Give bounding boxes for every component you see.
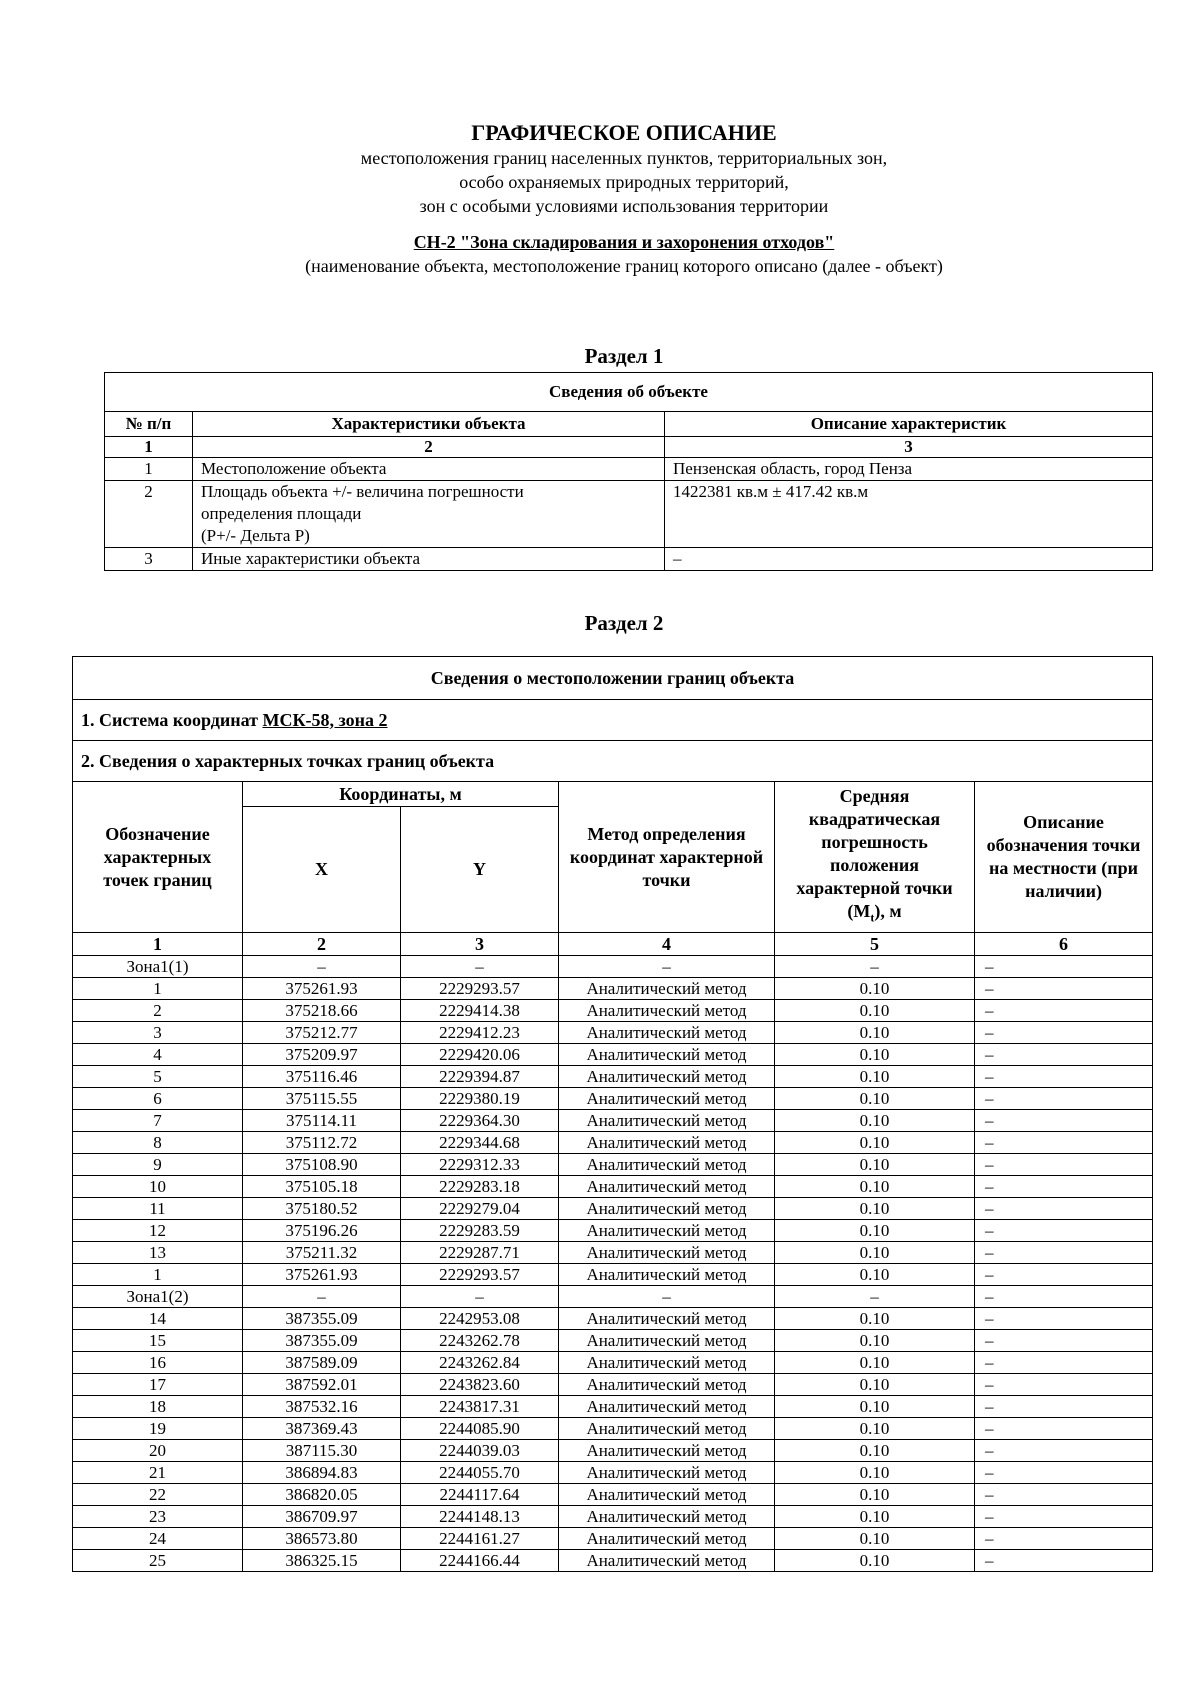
table-row [73, 1484, 1153, 1506]
x-coordinate: 386894.83 [243, 1462, 401, 1484]
error-header-tail: ), м [874, 900, 902, 921]
error-value: 0.10 [775, 978, 975, 1000]
error-value: 0.10 [775, 1264, 975, 1286]
characteristic-value: – [665, 548, 1153, 571]
point-designation: 8 [73, 1132, 243, 1154]
subtitle-line-1: местоположения границ населенных пунктов, территориальных зон, [360, 148, 888, 168]
characteristic-name-line: (P+/- Дельта P) [201, 526, 310, 545]
y-coordinate: 2229279.04 [401, 1198, 559, 1220]
column-header-designation: Обозначение характерных точек границ [73, 782, 243, 933]
characteristic-name-line: определения площади [201, 504, 362, 523]
boundary-points-table [72, 656, 1153, 1572]
table-row [73, 1220, 1153, 1242]
table-row [73, 1198, 1153, 1220]
method: Аналитический метод [559, 1418, 775, 1440]
x-coordinate: 375115.55 [243, 1088, 401, 1110]
section-2-title: Раздел 2 [584, 611, 664, 635]
point-designation: 3 [73, 1022, 243, 1044]
document-title: ГРАФИЧЕСКОЕ ОПИСАНИЕ [471, 120, 777, 145]
x-coordinate: 375108.90 [243, 1154, 401, 1176]
y-coordinate: 2229420.06 [401, 1044, 559, 1066]
point-description: – [975, 1022, 1153, 1044]
x-coordinate: – [243, 956, 401, 978]
table-row [73, 1462, 1153, 1484]
subtitle-line-2: особо охраняемых природных территорий, [459, 172, 789, 192]
row-number: 1 [105, 458, 193, 481]
table-row [73, 1000, 1153, 1022]
y-coordinate: 2244085.90 [401, 1418, 559, 1440]
point-description: – [975, 1374, 1153, 1396]
point-description: – [975, 1506, 1153, 1528]
document-header [0, 120, 1200, 278]
point-designation: 11 [73, 1198, 243, 1220]
table-row [105, 458, 1153, 481]
subtitle-line-3: зон с особыми условиями использования территории [419, 196, 829, 216]
table-row [73, 1374, 1153, 1396]
characteristic-name-line: Площадь объекта +/- величина погрешности [201, 482, 524, 501]
y-coordinate: 2243262.78 [401, 1330, 559, 1352]
column-header-method: Метод определения координат характерной точки [559, 782, 775, 933]
characteristic-name: Местоположение объекта [193, 458, 665, 481]
point-description: – [975, 956, 1153, 978]
method: Аналитический метод [559, 1088, 775, 1110]
column-header: № п/п [105, 412, 193, 437]
point-designation: 24 [73, 1528, 243, 1550]
x-coordinate: 375116.46 [243, 1066, 401, 1088]
table-row [105, 481, 1153, 548]
error-value: 0.10 [775, 1396, 975, 1418]
column-number: 6 [975, 933, 1153, 956]
table-caption: Сведения о местоположении границ объекта [73, 657, 1153, 700]
table-row [73, 1396, 1153, 1418]
point-description: – [975, 1110, 1153, 1132]
table-row [73, 1506, 1153, 1528]
y-coordinate: 2229287.71 [401, 1242, 559, 1264]
column-header-y: Y [401, 807, 559, 933]
point-description: – [975, 1462, 1153, 1484]
y-coordinate: 2229364.30 [401, 1110, 559, 1132]
table-row [105, 548, 1153, 571]
point-description: – [975, 1242, 1153, 1264]
coordinate-system-value: МСК-58, зона 2 [262, 709, 388, 730]
y-coordinate: 2244039.03 [401, 1440, 559, 1462]
error-header-subscript: t [870, 910, 875, 925]
column-header-x: X [243, 807, 401, 933]
point-description: – [975, 1440, 1153, 1462]
point-description: – [975, 1528, 1153, 1550]
table-row [73, 978, 1153, 1000]
characteristic-value: Пензенская область, город Пенза [665, 458, 1153, 481]
column-number: 1 [73, 933, 243, 956]
x-coordinate: 387355.09 [243, 1330, 401, 1352]
method: Аналитический метод [559, 1044, 775, 1066]
error-value: 0.10 [775, 1462, 975, 1484]
table-row [73, 1286, 1153, 1308]
x-coordinate: 375209.97 [243, 1044, 401, 1066]
x-coordinate: 375112.72 [243, 1132, 401, 1154]
point-designation: 13 [73, 1242, 243, 1264]
method: Аналитический метод [559, 1440, 775, 1462]
method: Аналитический метод [559, 1154, 775, 1176]
table-row [73, 956, 1153, 978]
error-value: 0.10 [775, 1198, 975, 1220]
x-coordinate: 375105.18 [243, 1176, 401, 1198]
row-number: 2 [105, 481, 193, 548]
x-coordinate: 386325.15 [243, 1550, 401, 1572]
point-description: – [975, 1286, 1153, 1308]
x-coordinate: – [243, 1286, 401, 1308]
row-number: 3 [105, 548, 193, 571]
column-header: Описание характеристик [665, 412, 1153, 437]
point-designation: 25 [73, 1550, 243, 1572]
method: Аналитический метод [559, 1484, 775, 1506]
table-row [73, 1330, 1153, 1352]
error-value: 0.10 [775, 1352, 975, 1374]
error-value: 0.10 [775, 1154, 975, 1176]
error-value: 0.10 [775, 1088, 975, 1110]
method: Аналитический метод [559, 1198, 775, 1220]
method: Аналитический метод [559, 1220, 775, 1242]
column-header: Характеристики объекта [193, 412, 665, 437]
object-name: СН-2 "Зона складирования и захоронения отходов" [413, 232, 835, 252]
column-header-error [775, 782, 975, 933]
x-coordinate: 375261.93 [243, 978, 401, 1000]
point-designation: 23 [73, 1506, 243, 1528]
table-row [73, 1308, 1153, 1330]
characteristic-value: 1422381 кв.м ± 417.42 кв.м [665, 481, 1153, 548]
x-coordinate: 387532.16 [243, 1396, 401, 1418]
x-coordinate: 375212.77 [243, 1022, 401, 1044]
x-coordinate: 375114.11 [243, 1110, 401, 1132]
point-designation: 21 [73, 1462, 243, 1484]
y-coordinate: 2242953.08 [401, 1308, 559, 1330]
y-coordinate: 2229293.57 [401, 978, 559, 1000]
method: Аналитический метод [559, 1308, 775, 1330]
method: Аналитический метод [559, 1374, 775, 1396]
point-description: – [975, 1000, 1153, 1022]
point-designation: 6 [73, 1088, 243, 1110]
points-caption: 2. Сведения о характерных точках границ объекта [73, 741, 1153, 782]
point-designation: 7 [73, 1110, 243, 1132]
method: – [559, 956, 775, 978]
x-coordinate: 375196.26 [243, 1220, 401, 1242]
error-value: 0.10 [775, 1550, 975, 1572]
point-designation: Зона1(1) [73, 956, 243, 978]
y-coordinate: 2244166.44 [401, 1550, 559, 1572]
column-number: 2 [193, 437, 665, 458]
y-coordinate: 2243817.31 [401, 1396, 559, 1418]
error-value: 0.10 [775, 1308, 975, 1330]
point-description: – [975, 1176, 1153, 1198]
column-number: 3 [665, 437, 1153, 458]
y-coordinate: 2229283.59 [401, 1220, 559, 1242]
y-coordinate: 2244148.13 [401, 1506, 559, 1528]
method: Аналитический метод [559, 1000, 775, 1022]
error-value: 0.10 [775, 1000, 975, 1022]
table-row [73, 1176, 1153, 1198]
characteristic-name: Иные характеристики объекта [193, 548, 665, 571]
points-body [73, 956, 1153, 1572]
point-designation: 10 [73, 1176, 243, 1198]
method: Аналитический метод [559, 1132, 775, 1154]
table-row [73, 1110, 1153, 1132]
column-number: 3 [401, 933, 559, 956]
x-coordinate: 386573.80 [243, 1528, 401, 1550]
table-row [73, 1132, 1153, 1154]
point-description: – [975, 978, 1153, 1000]
error-value: 0.10 [775, 1506, 975, 1528]
y-coordinate: 2229412.23 [401, 1022, 559, 1044]
x-coordinate: 375211.32 [243, 1242, 401, 1264]
point-designation: 4 [73, 1044, 243, 1066]
error-value: 0.10 [775, 1110, 975, 1132]
y-coordinate: 2244117.64 [401, 1484, 559, 1506]
method: Аналитический метод [559, 978, 775, 1000]
method: Аналитический метод [559, 1550, 775, 1572]
section-1-title: Раздел 1 [584, 344, 664, 368]
point-designation: 9 [73, 1154, 243, 1176]
table-row [73, 1022, 1153, 1044]
method: Аналитический метод [559, 1330, 775, 1352]
point-description: – [975, 1550, 1153, 1572]
point-designation: 14 [73, 1308, 243, 1330]
x-coordinate: 387369.43 [243, 1418, 401, 1440]
column-number: 2 [243, 933, 401, 956]
error-value: 0.10 [775, 1528, 975, 1550]
table-row [73, 1352, 1153, 1374]
error-value: 0.10 [775, 1440, 975, 1462]
method: Аналитический метод [559, 1396, 775, 1418]
x-coordinate: 375180.52 [243, 1198, 401, 1220]
point-designation: 18 [73, 1396, 243, 1418]
x-coordinate: 387589.09 [243, 1352, 401, 1374]
error-value: 0.10 [775, 1022, 975, 1044]
table-row [73, 1264, 1153, 1286]
y-coordinate: 2229380.19 [401, 1088, 559, 1110]
y-coordinate: 2229414.38 [401, 1000, 559, 1022]
method: – [559, 1286, 775, 1308]
error-value: 0.10 [775, 1242, 975, 1264]
point-designation: 19 [73, 1418, 243, 1440]
point-designation: 1 [73, 978, 243, 1000]
point-designation: Зона1(2) [73, 1286, 243, 1308]
point-description: – [975, 1396, 1153, 1418]
table-row [73, 1418, 1153, 1440]
point-description: – [975, 1088, 1153, 1110]
x-coordinate: 387115.30 [243, 1440, 401, 1462]
y-coordinate: 2229394.87 [401, 1066, 559, 1088]
table-row [73, 1550, 1153, 1572]
method: Аналитический метод [559, 1264, 775, 1286]
table-row [73, 1528, 1153, 1550]
error-value: 0.10 [775, 1330, 975, 1352]
method: Аналитический метод [559, 1022, 775, 1044]
point-designation: 1 [73, 1264, 243, 1286]
method: Аналитический метод [559, 1176, 775, 1198]
point-designation: 22 [73, 1484, 243, 1506]
x-coordinate: 375261.93 [243, 1264, 401, 1286]
object-caption: (наименование объекта, местоположение границ которого описано (далее - объект) [305, 256, 943, 276]
point-description: – [975, 1198, 1153, 1220]
error-value: 0.10 [775, 1374, 975, 1396]
point-designation: 20 [73, 1440, 243, 1462]
table-row [73, 1242, 1153, 1264]
table-row [73, 1066, 1153, 1088]
point-designation: 12 [73, 1220, 243, 1242]
point-description: – [975, 1132, 1153, 1154]
method: Аналитический метод [559, 1352, 775, 1374]
y-coordinate: 2229283.18 [401, 1176, 559, 1198]
y-coordinate: 2229293.57 [401, 1264, 559, 1286]
column-number: 5 [775, 933, 975, 956]
object-info-table [104, 372, 1153, 571]
error-value: 0.10 [775, 1176, 975, 1198]
method: Аналитический метод [559, 1066, 775, 1088]
point-description: – [975, 1418, 1153, 1440]
characteristic-name [193, 481, 665, 548]
error-value: – [775, 1286, 975, 1308]
point-description: – [975, 1044, 1153, 1066]
coordinate-system-label: 1. Система координат [81, 709, 263, 730]
y-coordinate: 2243262.84 [401, 1352, 559, 1374]
y-coordinate: – [401, 956, 559, 978]
column-header-description: Описание обозначения точки на местности (при наличии) [975, 782, 1153, 933]
error-value: 0.10 [775, 1044, 975, 1066]
column-header-coordinates: Координаты, м [243, 782, 559, 807]
column-number: 1 [105, 437, 193, 458]
point-description: – [975, 1330, 1153, 1352]
error-value: 0.10 [775, 1418, 975, 1440]
x-coordinate: 387592.01 [243, 1374, 401, 1396]
point-description: – [975, 1484, 1153, 1506]
y-coordinate: 2244161.27 [401, 1528, 559, 1550]
error-value: – [775, 956, 975, 978]
table-row [73, 1088, 1153, 1110]
point-description: – [975, 1264, 1153, 1286]
x-coordinate: 386820.05 [243, 1484, 401, 1506]
error-value: 0.10 [775, 1132, 975, 1154]
point-description: – [975, 1154, 1153, 1176]
table-caption: Сведения об объекте [105, 373, 1153, 412]
table-row [73, 1154, 1153, 1176]
point-designation: 15 [73, 1330, 243, 1352]
y-coordinate: – [401, 1286, 559, 1308]
error-value: 0.10 [775, 1484, 975, 1506]
point-description: – [975, 1352, 1153, 1374]
table-row [73, 1044, 1153, 1066]
table-row [73, 1440, 1153, 1462]
y-coordinate: 2243823.60 [401, 1374, 559, 1396]
method: Аналитический метод [559, 1242, 775, 1264]
x-coordinate: 387355.09 [243, 1308, 401, 1330]
y-coordinate: 2229344.68 [401, 1132, 559, 1154]
point-designation: 2 [73, 1000, 243, 1022]
point-designation: 5 [73, 1066, 243, 1088]
point-designation: 16 [73, 1352, 243, 1374]
y-coordinate: 2229312.33 [401, 1154, 559, 1176]
error-value: 0.10 [775, 1220, 975, 1242]
method: Аналитический метод [559, 1506, 775, 1528]
error-value: 0.10 [775, 1066, 975, 1088]
column-number: 4 [559, 933, 775, 956]
point-description: – [975, 1220, 1153, 1242]
point-description: – [975, 1308, 1153, 1330]
method: Аналитический метод [559, 1110, 775, 1132]
point-description: – [975, 1066, 1153, 1088]
y-coordinate: 2244055.70 [401, 1462, 559, 1484]
x-coordinate: 375218.66 [243, 1000, 401, 1022]
point-designation: 17 [73, 1374, 243, 1396]
error-header-main: Средняя квадратическая погрешность положения характерной точки (M [796, 785, 953, 921]
coordinate-system [73, 700, 1153, 741]
x-coordinate: 386709.97 [243, 1506, 401, 1528]
method: Аналитический метод [559, 1528, 775, 1550]
method: Аналитический метод [559, 1462, 775, 1484]
